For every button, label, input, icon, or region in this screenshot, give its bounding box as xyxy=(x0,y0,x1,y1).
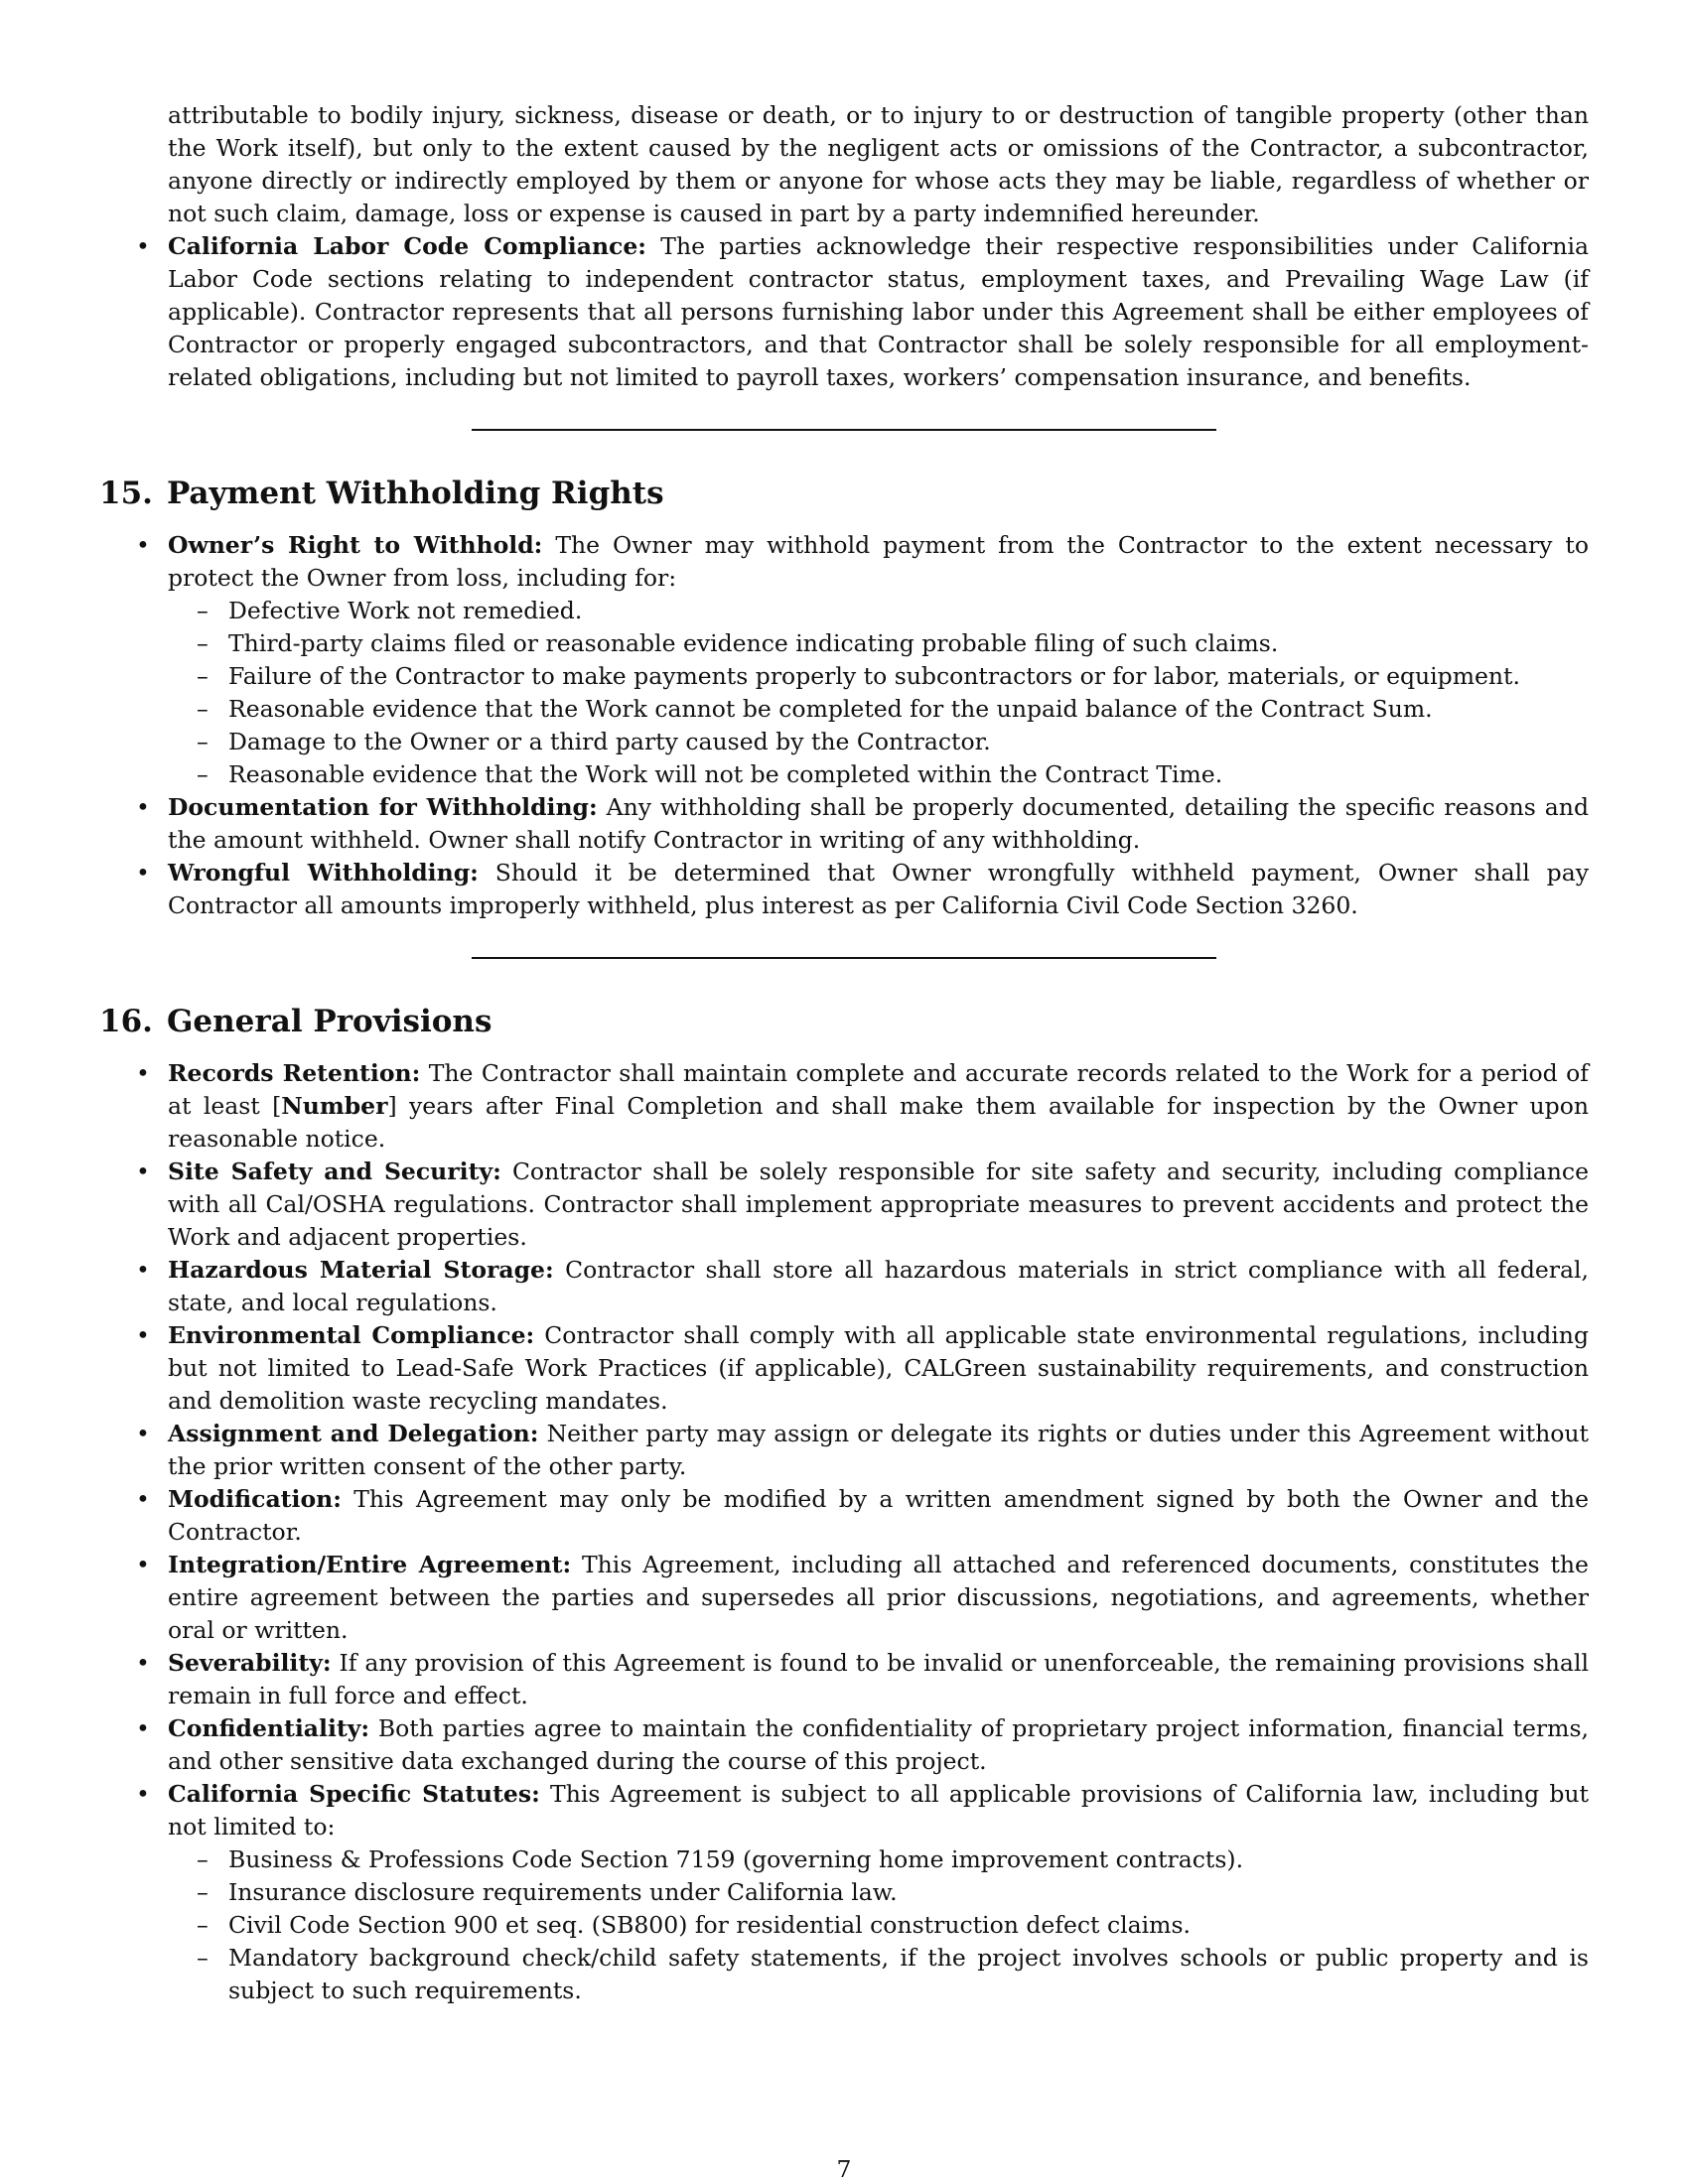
item-label: Hazardous Material Storage: xyxy=(168,1256,554,1284)
item-text: Should it be determined that Owner wrongfully withheld payment, Owner shall pay Contractor all amounts improperly withheld, plus interest as per California Civil Code Section 3260. xyxy=(168,859,1590,919)
item-text: Contractor shall comply with all applicable state environmental regulations, including but not limited to Lead-Safe Work Practices (if applicable), CALGreen sustainability requirements, and construction and demolition waste recycling mandates. xyxy=(168,1321,1589,1415)
list-item xyxy=(99,1156,1589,1254)
section-heading xyxy=(99,1002,1589,1041)
item-label: Records Retention: xyxy=(168,1059,421,1087)
sub-item: – Failure of the Contractor to make payments properly to subcontractors or for labor, materials, or equipment. xyxy=(168,660,1589,693)
sub-item: – Defective Work not remedied. xyxy=(168,595,1589,627)
item-text: Contractor shall be solely responsible for site safety and security, including compliance with all Cal/OSHA regulations. Contractor shall implement appropriate measures to prevent accidents and protect the Work and adjacent properties. xyxy=(168,1158,1589,1251)
section-title: Payment Withholding Rights xyxy=(166,476,664,511)
section-number: 16. xyxy=(99,1004,153,1039)
sub-list xyxy=(168,1843,1589,2007)
item-text: ] years after Final Completion and shall make them available for inspection by the Owner upon reasonable notice. xyxy=(168,1092,1589,1153)
section-divider xyxy=(472,429,1216,431)
list-item xyxy=(99,1319,1589,1418)
item-label: Assignment and Delegation: xyxy=(168,1420,539,1447)
sub-item: – Damage to the Owner or a third party caused by the Contractor. xyxy=(168,726,1589,758)
item-label: Documentation for Withholding: xyxy=(168,793,598,821)
item-text: The Owner may withhold payment from the Contractor to the extent necessary to protect the Owner from loss, including for: xyxy=(168,531,1589,592)
list-item xyxy=(99,1418,1589,1483)
item-label: California Specific Statutes: xyxy=(168,1780,540,1808)
list-item xyxy=(99,1712,1589,1778)
item-text: The Contractor shall maintain complete and accurate records related to the Work for a period of at least [ xyxy=(168,1059,1589,1120)
sub-item: – Reasonable evidence that the Work will not be completed within the Contract Time. xyxy=(168,758,1589,791)
list-item xyxy=(99,1483,1589,1549)
continuation-list xyxy=(99,99,1589,394)
list-item xyxy=(99,857,1589,922)
item-text: Any withholding shall be properly documented, detailing the specific reasons and the amount withheld. Owner shall notify Contractor in writing of any withholding. xyxy=(168,793,1589,854)
number-placeholder: Number xyxy=(281,1092,388,1120)
list-item xyxy=(99,230,1589,394)
item-text: The parties acknowledge their respective responsibilities under California Labor Code sections relating to independent contractor status, employment taxes, and Prevailing Wage Law (if applicable). Contractor represents that all persons furnishing labor under this Agreement shall be either employees of Contractor or properly engaged subcontractors, and that Contractor shall be solely responsible for all employment-related obligations, including but not limited to payroll taxes, workers’ compensation insurance, and benefits. xyxy=(168,232,1589,391)
sub-item: – Civil Code Section 900 et seq. (SB800) for residential construction defect claims. xyxy=(168,1909,1589,1942)
item-text: This Agreement, including all attached and referenced documents, constitutes the entire agreement between the parties and supersedes all prior discussions, negotiations, and agreements, whether oral or written. xyxy=(168,1551,1589,1644)
section-divider xyxy=(472,957,1216,959)
page-number: 7 xyxy=(836,2155,852,2183)
section-16-list xyxy=(99,1057,1589,2007)
item-label: Owner’s Right to Withhold: xyxy=(168,531,543,559)
list-item xyxy=(99,99,1589,230)
list-item xyxy=(99,791,1589,857)
item-label: Modification: xyxy=(168,1485,342,1513)
sub-item: – Insurance disclosure requirements under California law. xyxy=(168,1876,1589,1909)
item-label: California Labor Code Compliance: xyxy=(168,232,646,260)
item-text: Contractor shall store all hazardous materials in strict compliance with all federal, state, and local regulations. xyxy=(168,1256,1590,1316)
item-label: Site Safety and Security: xyxy=(168,1158,501,1185)
item-label: Integration/Entire Agreement: xyxy=(168,1551,572,1578)
list-item xyxy=(99,1549,1589,1647)
sub-item: – Business & Professions Code Section 7159 (governing home improvement contracts). xyxy=(168,1843,1589,1876)
item-label: Severability: xyxy=(168,1649,332,1677)
list-item xyxy=(99,529,1589,791)
sub-item: – Mandatory background check/child safety statements, if the project involves schools or public property and is subject to such requirements. xyxy=(168,1942,1589,2007)
item-text: If any provision of this Agreement is found to be invalid or unenforceable, the remaining provisions shall remain in full force and effect. xyxy=(168,1649,1589,1709)
list-item xyxy=(99,1254,1589,1319)
list-item xyxy=(99,1647,1589,1712)
item-text: This Agreement is subject to all applicable provisions of California law, including but not limited to: xyxy=(168,1780,1589,1841)
section-number: 15. xyxy=(99,476,153,511)
item-label: Environmental Compliance: xyxy=(168,1321,535,1349)
section-15-list xyxy=(99,529,1589,922)
sub-item: – Third-party claims filed or reasonable evidence indicating probable filing of such claims. xyxy=(168,627,1589,660)
item-label: Confidentiality: xyxy=(168,1714,370,1742)
item-text: attributable to bodily injury, sickness, disease or death, or to injury to or destruction of tangible property (other than the Work itself), but only to the extent caused by the negligent acts or omissions of the Contractor, a subcontractor, anyone directly or indirectly employed by them or anyone for whose acts they may be liable, regardless of whether or not such claim, damage, loss or expense is caused in part by a party indemnified hereunder. xyxy=(168,101,1589,227)
list-item xyxy=(99,1057,1589,1156)
item-text: Neither party may assign or delegate its rights or duties under this Agreement without the prior written consent of the other party. xyxy=(168,1420,1589,1480)
section-title: General Provisions xyxy=(166,1004,492,1039)
item-text: Both parties agree to maintain the confidentiality of proprietary project information, financial terms, and other sensitive data exchanged during the course of this project. xyxy=(168,1714,1589,1775)
sub-item: – Reasonable evidence that the Work cannot be completed for the unpaid balance of the Contract Sum. xyxy=(168,693,1589,726)
item-text: This Agreement may only be modified by a written amendment signed by both the Owner and the Contractor. xyxy=(168,1485,1589,1546)
section-heading xyxy=(99,474,1589,513)
item-label: Wrongful Withholding: xyxy=(168,859,479,887)
document-page xyxy=(99,99,1589,2007)
sub-list xyxy=(168,595,1589,791)
list-item xyxy=(99,1778,1589,2007)
